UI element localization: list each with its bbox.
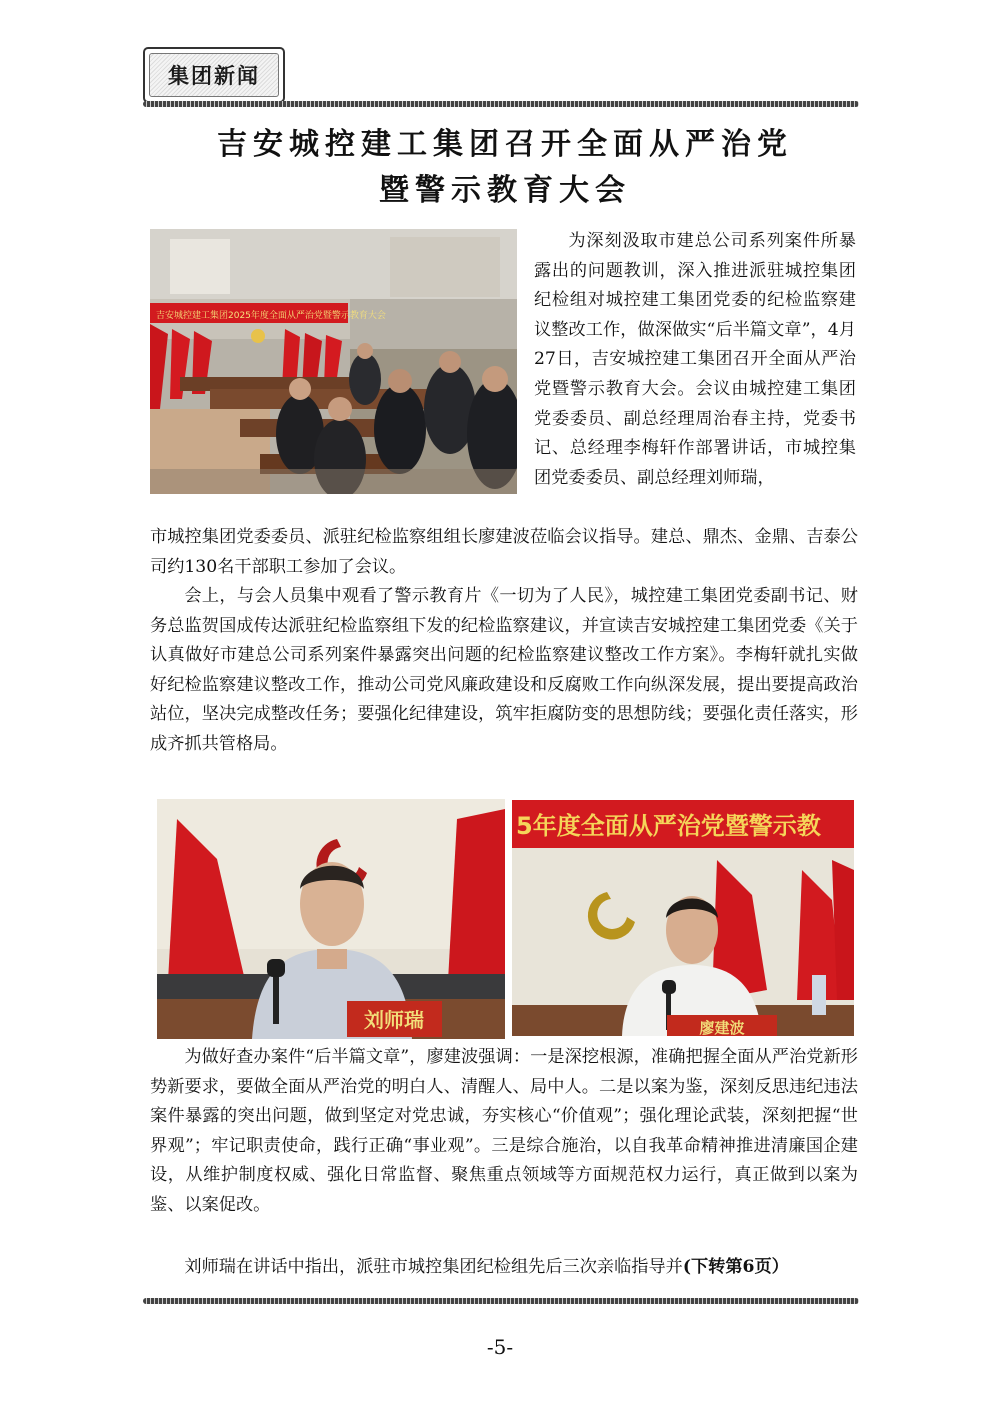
paragraph-intro: 为深刻汲取市建总公司系列案件所暴露出的问题教训，深入推进派驻城控集团纪检组对城控建工集团党委的纪检监察建议整改工作，做深做实“后半篇文章”，4月27日，吉安城控建工集团召开全面从严治党暨警示教育大会。会议由城控建工集团党委委员、副总经理周治春主持，党委书记、总经理李梅轩作部署讲话，市城控集团党委委员、副总经理刘师瑞，: [534, 231, 856, 488]
paragraph-liao-remarks: 为做好查办案件“后半篇文章”，廖建波强调：一是深挖根源，准确把握全面从严治党新形势新要求，要做全面从严治党的明白人、清醒人、局中人。二是以案为鉴，深刻反思违纪违法案件暴露的突出问题，做到坚定对党忠诚，夯实核心“价值观”；强化理论武装，深刻把握“世界观”；牢记职责使命，践行正确“事业观”。三是综合施治，以自我革命精神推进清廉国企建设，从维护制度权威、强化日常监督、聚焦重点领域等方面规范权力运行，真正做到以案为鉴、以案促改。: [150, 1047, 858, 1215]
nameplate-liu: 刘师瑞: [364, 1008, 424, 1032]
meeting-hall-photo: [150, 229, 517, 494]
speaker-photo-left: [157, 799, 505, 1039]
paragraph-liu-text: 刘师瑞在讲话中指出，派驻市城控集团纪检组先后三次亲临指导并: [184, 1257, 683, 1277]
paragraph-meeting-content: 会上，与会人员集中观看了警示教育片《一切为了人民》，城控建工集团党委副书记、财务总监贺国成传达派驻纪检监察组下发的纪检监察建议，并宣读吉安城控建工集团党委《关于认真做好市建总公司系列案件暴露突出问题的纪检监察建议整改工作方案》。李梅轩就扎实做好纪检监察建议整改工作，推动公司党风廉政建设和反腐败工作向纵深发展，提出要提高政治站位，坚决完成整改任务；要强化纪律建设，筑牢拒腐防变的思想防线；要强化责任落实，形成齐抓共管格局。: [150, 586, 858, 754]
article-title-line2: 暨警示教育大会: [379, 173, 631, 208]
header-divider: [143, 101, 859, 107]
continued-on-page-link[interactable]: (下转第6页）: [682, 1257, 789, 1277]
meeting-banner-text-2: 5年度全面从严治党暨警示教: [516, 812, 821, 840]
paragraph-liu-remarks: [150, 1253, 858, 1283]
meeting-banner-text: 吉安城控建工集团2025年度全面从严治党暨警示教育大会: [156, 311, 386, 321]
speaker-photo-right: [512, 800, 854, 1036]
article-title-line1: 吉安城控建工集团召开全面从严治党: [217, 127, 793, 162]
paragraph-intro-continued: 市城控集团党委委员、派驻纪检监察组组长廖建波莅临会议指导。建总、鼎杰、金鼎、吉泰公司约130名干部职工参加了会议。: [150, 527, 858, 577]
section-tag: [143, 47, 285, 103]
nameplate-liao: 廖建波: [699, 1019, 745, 1036]
page-number: -5-: [486, 1335, 514, 1359]
section-tag-label: 集团新闻: [168, 64, 260, 88]
footer-divider: [143, 1298, 859, 1304]
